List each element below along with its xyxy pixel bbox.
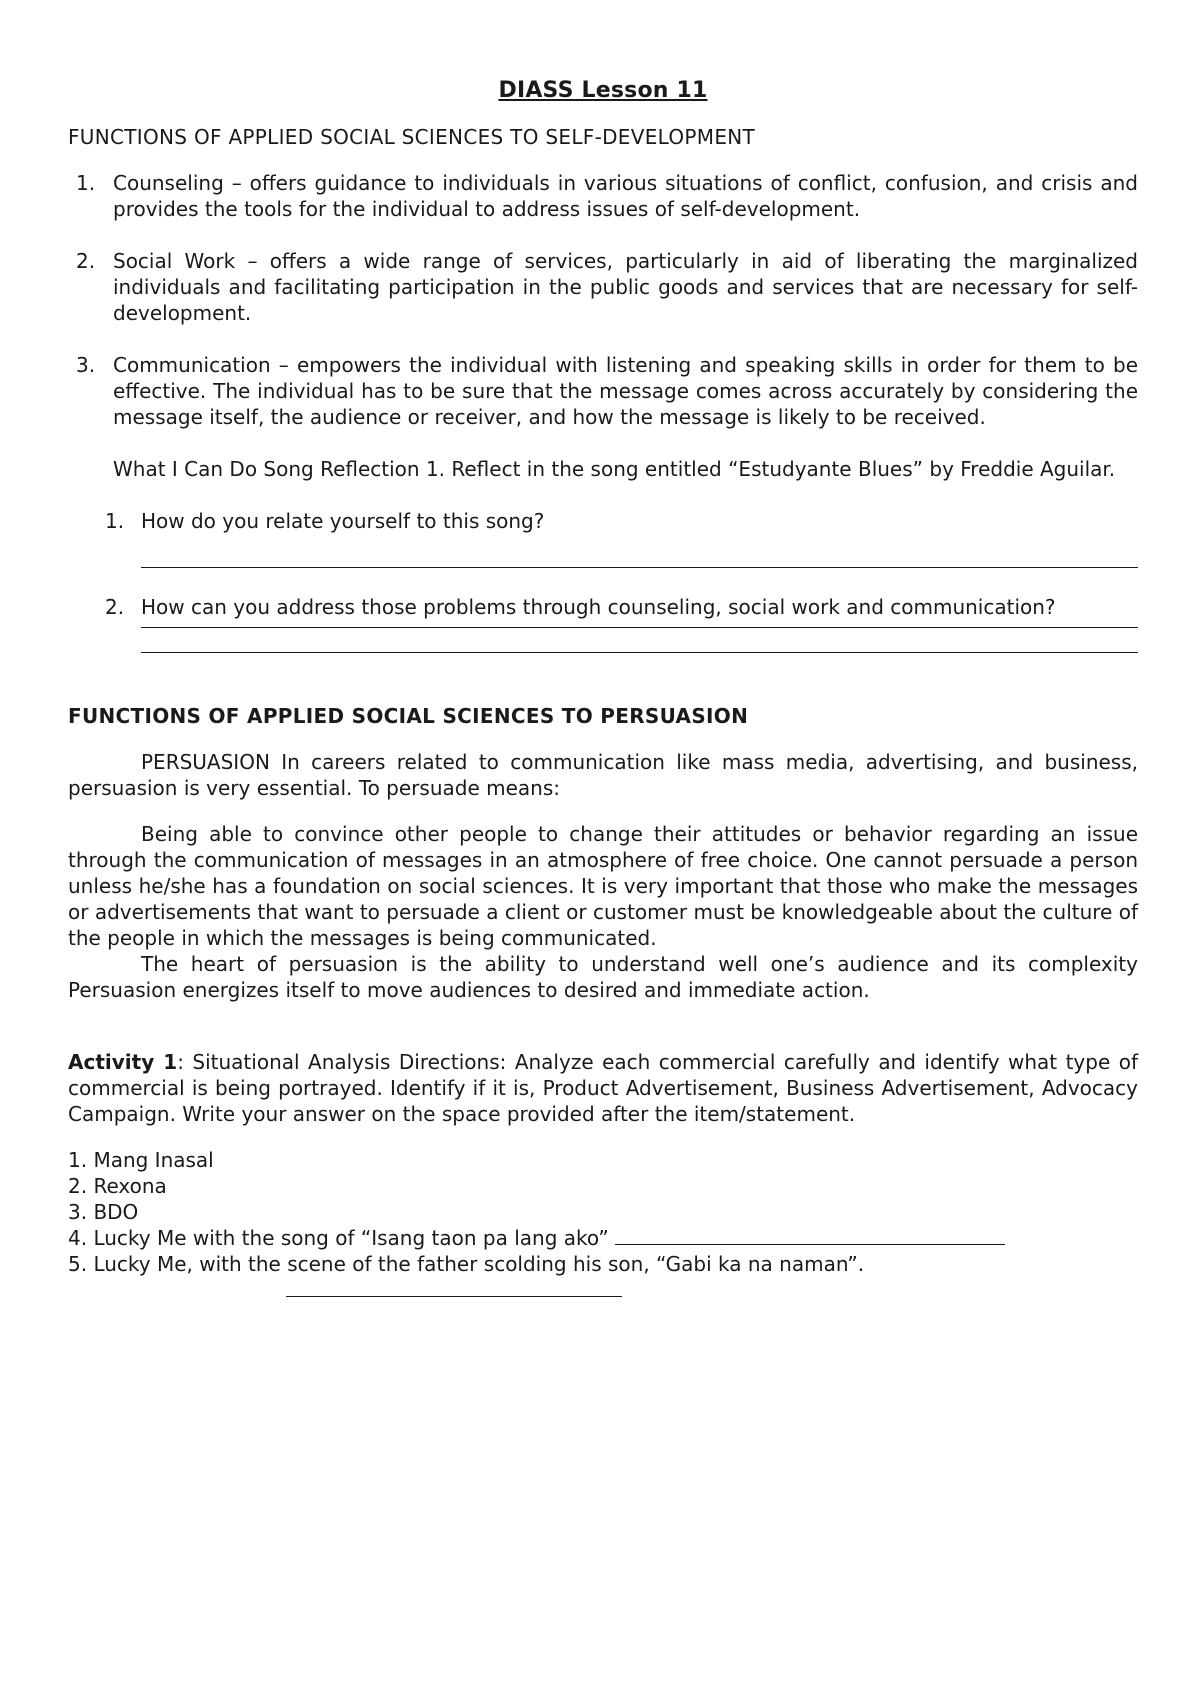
activity-text: : Situational Analysis Directions: Analyze each commercial carefully and identify what type of commercial is being portrayed. Identify if it is, Product Advertisement, Business Advertisement, Advocacy Campaign. Write your answer on the space provided after the item/statement. (68, 1050, 1138, 1126)
list-item-text: Social Work – offers a wide range of services, particularly in aid of liberating the marginalized individuals and facilitating participation in the public goods and services that are necessary for self-development. (113, 249, 1138, 325)
list-item-text: Counseling – offers guidance to individuals in various situations of conflict, confusion, and crisis and provides the tools for the individual to address issues of self-development. (113, 171, 1138, 221)
functions-list (68, 170, 1138, 430)
activity-instructions (68, 1049, 1138, 1127)
answer-blank[interactable] (286, 1278, 622, 1297)
list-item (68, 248, 1138, 326)
activity-item: 1. Mang Inasal (68, 1148, 214, 1172)
list-item-text: Communication – empowers the individual with listening and speaking skills in order for them to be effective. The individual has to be sure that the message comes across accurately by considering the message itself, the audience or receiver, and how the message is likely to be received. (113, 353, 1138, 429)
section-heading-persuasion: FUNCTIONS OF APPLIED SOCIAL SCIENCES TO PERSUASION (68, 704, 749, 728)
list-item (68, 170, 1138, 222)
list-item (68, 352, 1138, 430)
question-number: 2. (105, 595, 125, 619)
persuasion-paragraph: PERSUASION In careers related to communication like mass media, advertising, and business, persuasion is very essential. To persuade means: (68, 750, 1138, 800)
activity-item-text: 4. Lucky Me with the song of “Isang taon pa lang ako” (68, 1226, 609, 1250)
section-heading-self-development: FUNCTIONS OF APPLIED SOCIAL SCIENCES TO SELF-DEVELOPMENT (68, 125, 756, 149)
persuasion-definition-paragraph: Being able to convince other people to change their attitudes or behavior regarding an issue through the communication of messages in an atmosphere of free choice. One cannot persuade a person unless he/she has a foundation on social sciences. It is very important that those who make the messages or advertisements that want to persuade a client or customer must be knowledgeable about the culture of the people in which the messages is being communicated. (68, 822, 1138, 950)
activity-item: 2. Rexona (68, 1174, 167, 1198)
activity-item: 5. Lucky Me, with the scene of the father scolding his son, “Gabi ka na naman”. (68, 1252, 865, 1276)
question-number: 1. (105, 509, 125, 533)
list-number: 3. (76, 353, 96, 377)
activity-item-with-blank (68, 1225, 1138, 1251)
activity-answer-row (68, 1277, 1138, 1303)
activity-items (68, 1147, 1138, 1303)
document-page (68, 78, 1138, 1303)
list-number: 2. (76, 249, 96, 273)
persuasion-heart-paragraph: The heart of persuasion is the ability to understand well one’s audience and its complexity Persuasion energizes itself to move audiences to desired and immediate action. (68, 952, 1138, 1002)
answer-blank[interactable] (615, 1226, 1005, 1245)
question-text: How can you address those problems through counseling, social work and communication? (141, 595, 1056, 619)
question-text: How do you relate yourself to this song? (141, 509, 545, 533)
question-item (68, 594, 1138, 620)
question-item (68, 508, 1138, 534)
activity-label: Activity 1 (68, 1050, 178, 1074)
list-number: 1. (76, 171, 96, 195)
activity-item: 3. BDO (68, 1200, 139, 1224)
document-title: DIASS Lesson 11 (498, 78, 708, 103)
song-reflection-prompt: What I Can Do Song Reflection 1. Reflect in the song entitled “Estudyante Blues” by Freddie Aguilar. (113, 457, 1116, 481)
